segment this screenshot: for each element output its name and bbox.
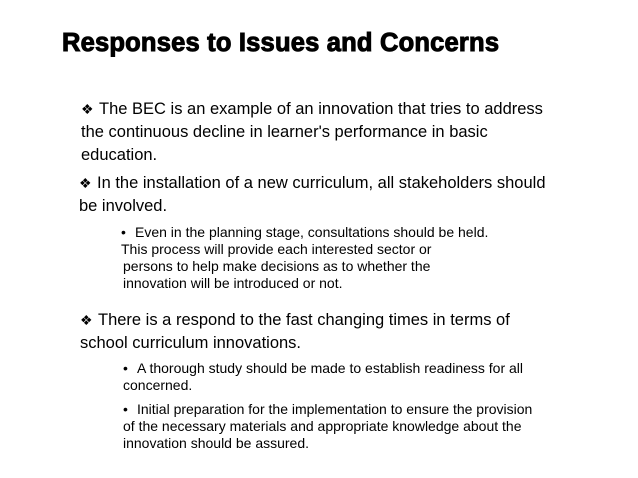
sub-bullet-readiness-study bbox=[123, 360, 607, 394]
dot-bullet-icon: • bbox=[121, 224, 126, 240]
diamond-bullet-icon: ❖ bbox=[80, 312, 93, 328]
sub-text-line: innovation should be assured. bbox=[123, 435, 310, 451]
slide-title: Responses to Issues and Concerns bbox=[62, 29, 500, 57]
bullet-text-line: be involved. bbox=[79, 197, 168, 215]
sub-text-line: Even in the planning stage, consultations should be held. bbox=[135, 224, 489, 240]
sub-text-line: concerned. bbox=[123, 377, 193, 393]
sub-text-line: persons to help make decisions as to whether the bbox=[123, 258, 431, 274]
bullet-text-line: In the installation of a new curriculum, all stakeholders should bbox=[97, 174, 546, 192]
bullet-changing-times bbox=[80, 309, 618, 355]
sub-text-line: This process will provide each interested sector or bbox=[121, 241, 432, 257]
dot-bullet-icon: • bbox=[123, 401, 128, 417]
bullet-text-line: education. bbox=[81, 146, 158, 164]
bullet-text-line: the continuous decline in learner's performance in basic bbox=[81, 123, 488, 141]
sub-text-line: innovation will be introduced or not. bbox=[123, 275, 343, 291]
diamond-bullet-icon: ❖ bbox=[79, 175, 92, 191]
sub-text-line: of the necessary materials and appropriate knowledge about the bbox=[123, 418, 522, 434]
sub-text-line: A thorough study should be made to establish readiness for all bbox=[137, 360, 524, 376]
sub-bullet-initial-preparation bbox=[123, 401, 617, 452]
sub-text-line: Initial preparation for the implementation to ensure the provision bbox=[137, 401, 533, 417]
dot-bullet-icon: • bbox=[123, 360, 128, 376]
diamond-bullet-icon: ❖ bbox=[81, 101, 94, 117]
bullet-text-line: school curriculum innovations. bbox=[80, 334, 302, 352]
bullet-text-line: There is a respond to the fast changing times in terms of bbox=[98, 311, 510, 329]
bullet-bec-innovation bbox=[81, 98, 599, 167]
bullet-stakeholders bbox=[79, 172, 617, 218]
bullet-text-line: The BEC is an example of an innovation that tries to address bbox=[99, 100, 543, 118]
sub-bullet-consultations bbox=[121, 224, 605, 292]
